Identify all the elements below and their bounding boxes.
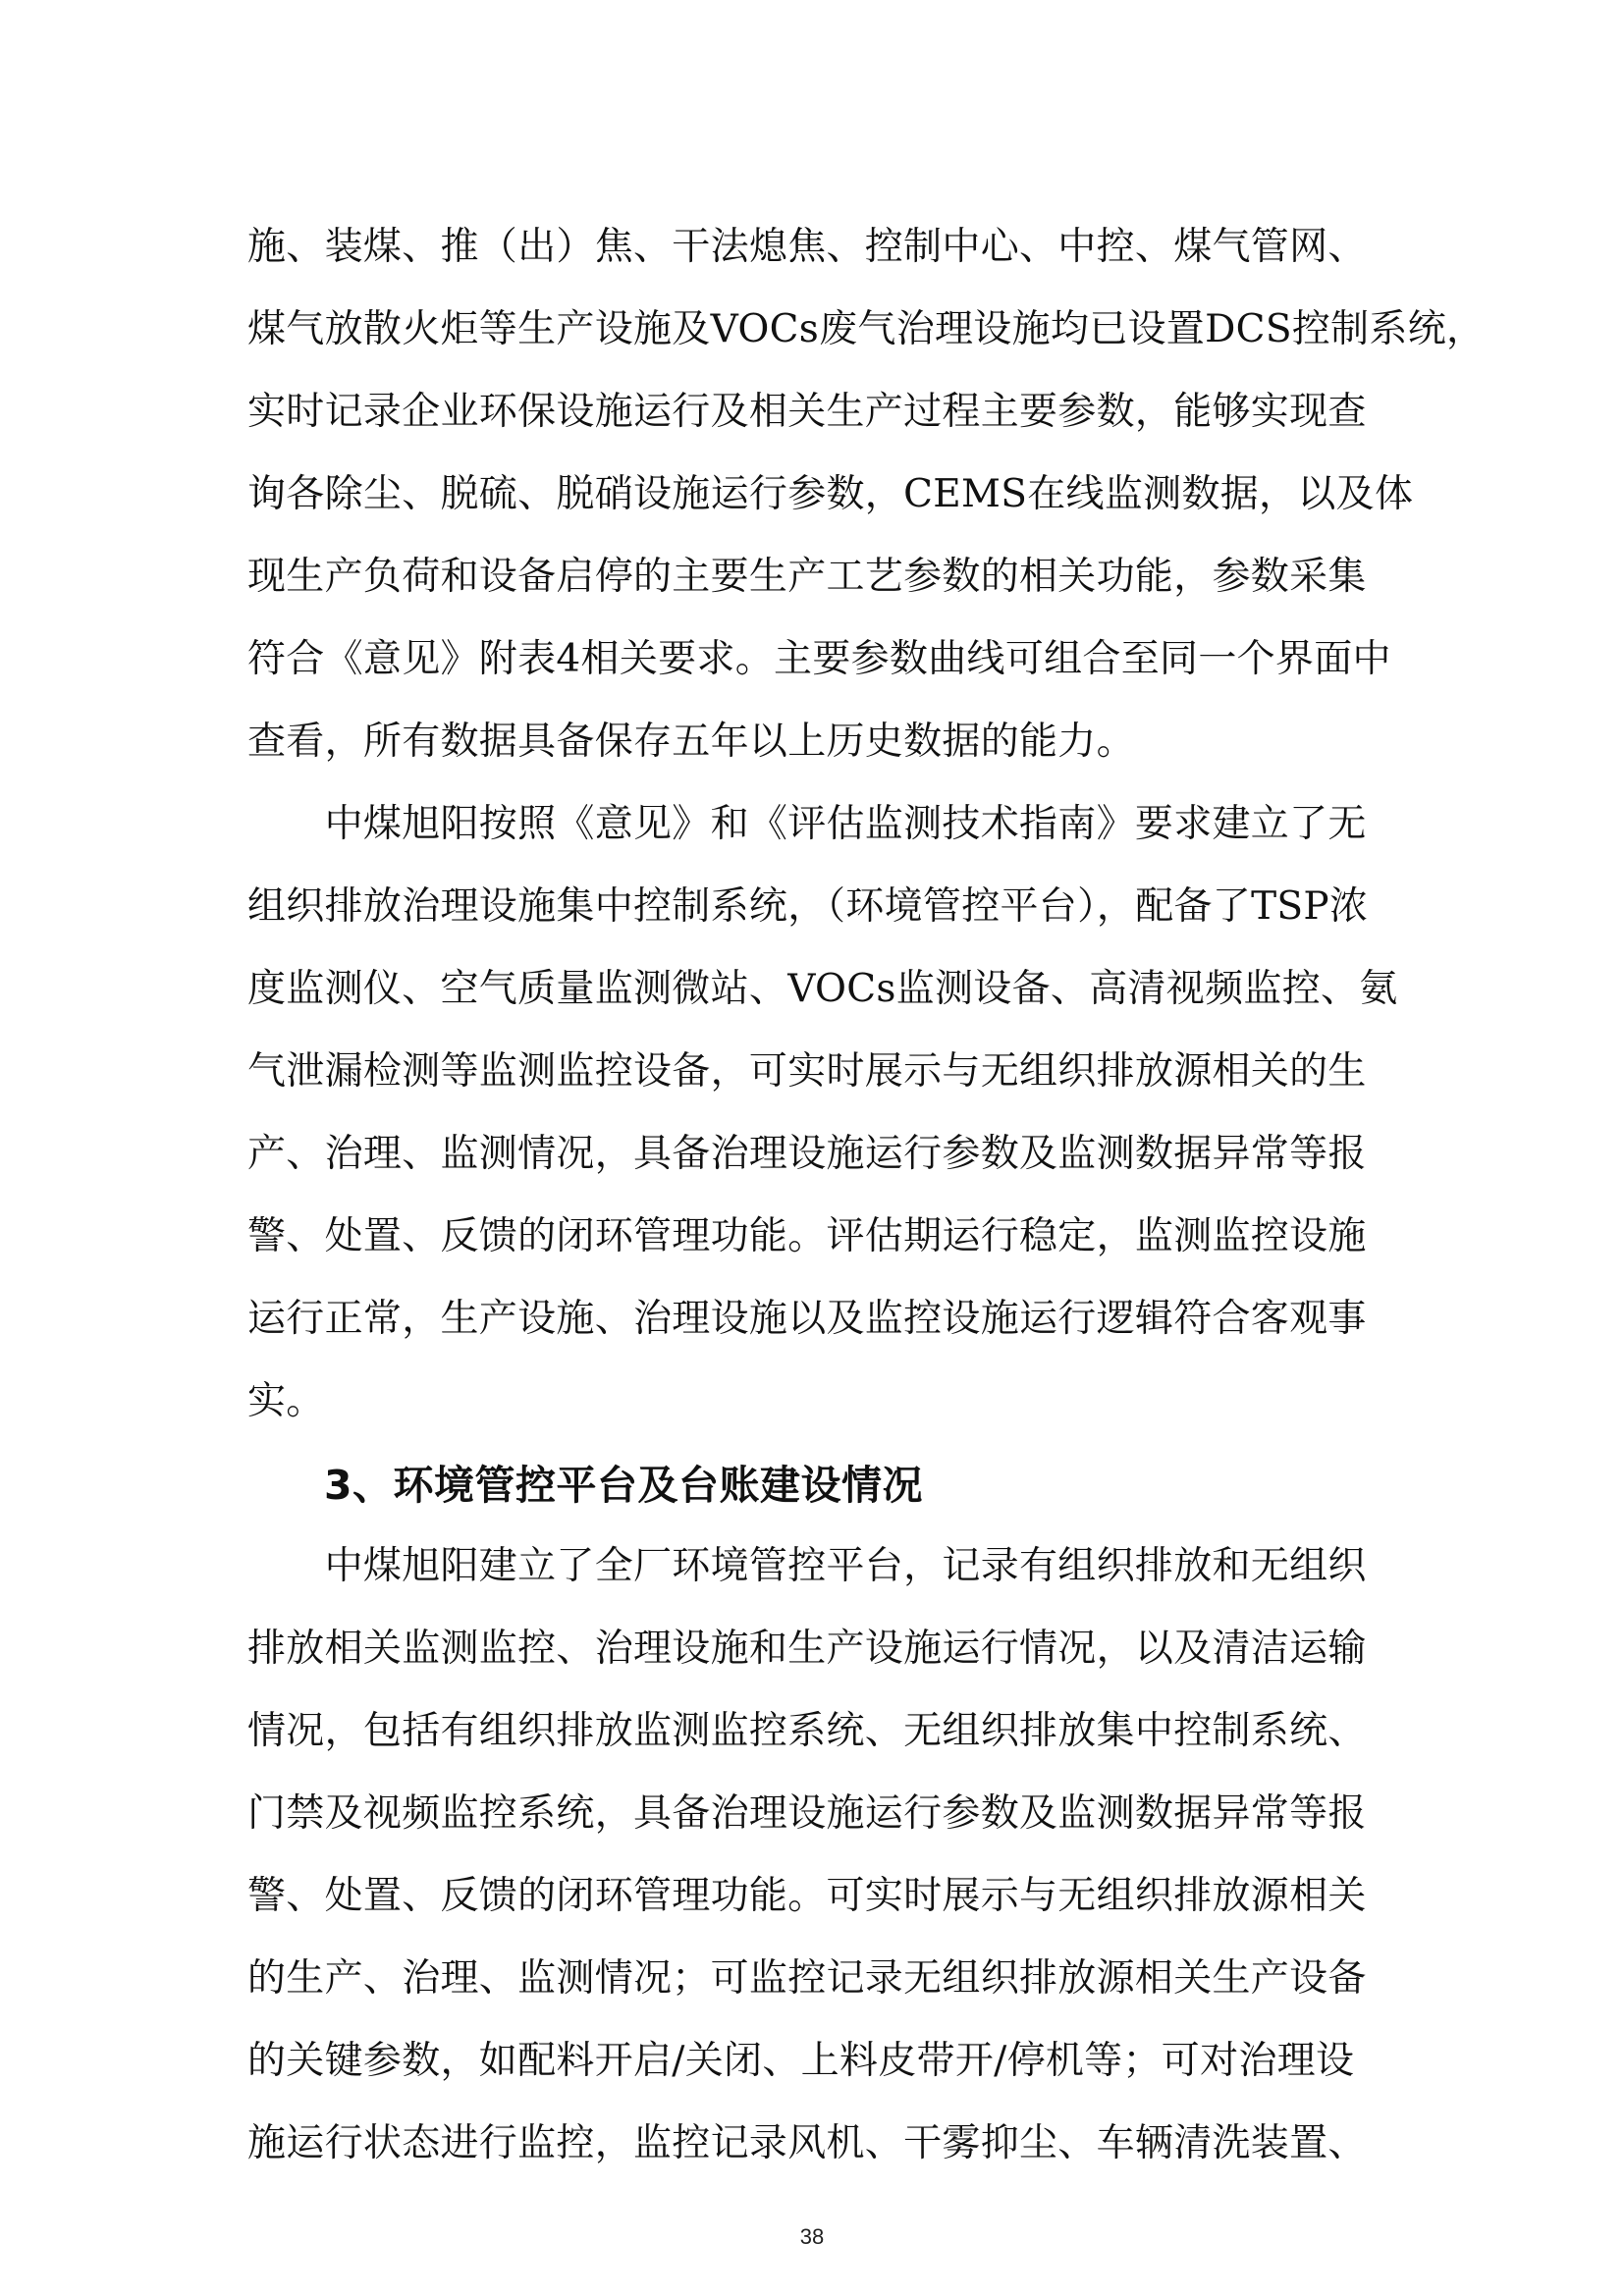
- paragraph-2-line-5: 产、治理、监测情况，具备治理设施运行参数及监测数据异常等报: [247, 1132, 1367, 1176]
- paragraph-3-line-6: 的生产、治理、监测情况；可监控记录无组织排放源相关生产设备: [247, 1956, 1367, 2001]
- section-heading: 3、环境管控平台及台账建设情况: [324, 1462, 924, 1509]
- paragraph-3-line-8: 施运行状态进行监控，监控记录风机、干雾抑尘、车辆清洗装置、: [247, 2121, 1367, 2165]
- paragraph-1-line-5: 现生产负荷和设备启停的主要生产工艺参数的相关功能，参数采集: [247, 555, 1367, 599]
- paragraph-1-line-4: 询各除尘、脱硫、脱硝设施运行参数，CEMS在线监测数据，以及体: [247, 472, 1414, 516]
- paragraph-1-line-2: 煤气放散火炬等生产设施及VOCs废气治理设施均已设置DCS控制系统，: [247, 307, 1486, 351]
- paragraph-2-line-8: 实。: [247, 1379, 325, 1423]
- paragraph-1-line-6: 符合《意见》附表4相关要求。主要参数曲线可组合至同一个界面中: [247, 637, 1391, 681]
- paragraph-3-line-7: 的关键参数，如配料开启/关闭、上料皮带开/停机等；可对治理设: [247, 2039, 1355, 2083]
- paragraph-3-line-4: 门禁及视频监控系统，具备治理设施运行参数及监测数据异常等报: [247, 1791, 1367, 1836]
- paragraph-3-line-1: 中煤旭阳建立了全厂环境管控平台，记录有组织排放和无组织: [247, 1544, 1367, 1588]
- paragraph-2-line-6: 警、处置、反馈的闭环管理功能。评估期运行稳定，监测监控设施: [247, 1214, 1367, 1258]
- paragraph-2-line-7: 运行正常，生产设施、治理设施以及监控设施运行逻辑符合客观事: [247, 1297, 1367, 1341]
- paragraph-3-line-2: 排放相关监测监控、治理设施和生产设施运行情况，以及清洁运输: [247, 1627, 1367, 1671]
- paragraph-1-line-7: 查看，所有数据具备保存五年以上历史数据的能力。: [247, 720, 1135, 764]
- paragraph-1-line-1: 施、装煤、推（出）焦、干法熄焦、控制中心、中控、煤气管网、: [247, 225, 1367, 269]
- paragraph-2-line-1: 中煤旭阳按照《意见》和《评估监测技术指南》要求建立了无: [247, 802, 1367, 846]
- page-number: 38: [799, 2224, 825, 2249]
- paragraph-3-line-3: 情况，包括有组织排放监测监控系统、无组织排放集中控制系统、: [247, 1709, 1367, 1753]
- paragraph-2-line-4: 气泄漏检测等监测监控设备，可实时展示与无组织排放源相关的生: [247, 1049, 1367, 1094]
- paragraph-2-line-2: 组织排放治理设施集中控制系统，（环境管控平台），配备了TSP浓: [247, 884, 1369, 929]
- paragraph-2-line-3: 度监测仪、空气质量监测微站、VOCs监测设备、高清视频监控、氨: [247, 967, 1398, 1011]
- paragraph-1-line-3: 实时记录企业环保设施运行及相关生产过程主要参数，能够实现查: [247, 390, 1367, 434]
- paragraph-3-line-5: 警、处置、反馈的闭环管理功能。可实时展示与无组织排放源相关: [247, 1874, 1367, 1918]
